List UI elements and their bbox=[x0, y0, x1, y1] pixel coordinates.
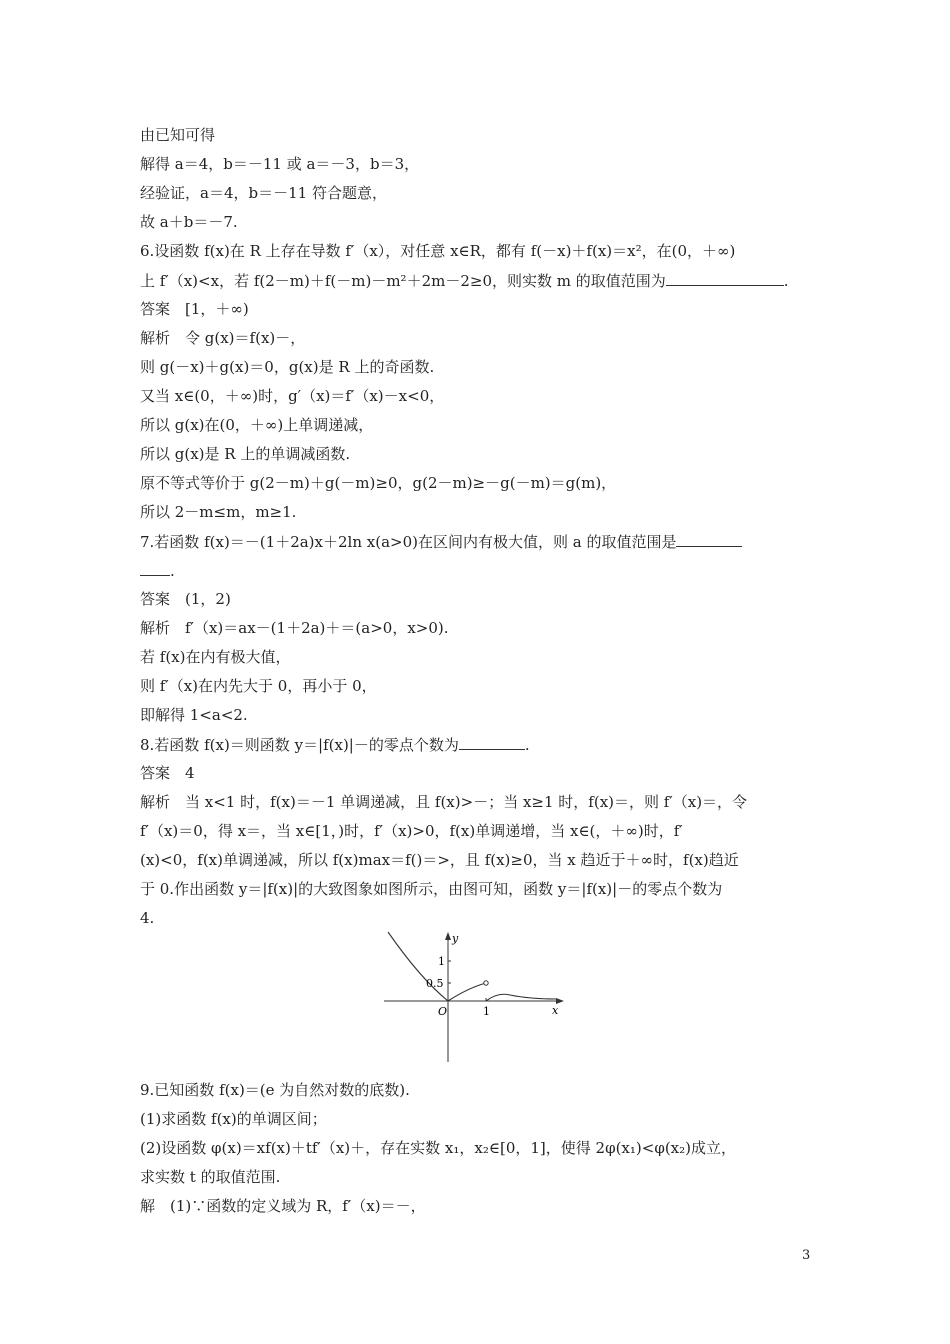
question-9-line: 9.已知函数 f(x)＝(e 为自然对数的底数). bbox=[140, 1081, 410, 1099]
question-7-line-1: 7.若函数 f(x)＝－(1＋2a)x＋2ln x(a>0)在区间内有极大值，则 a 的取值范围是 bbox=[140, 531, 820, 551]
curve-right-branch bbox=[486, 994, 556, 1001]
text-line: 则 f′（x)在内先大于 0，再小于 0， bbox=[140, 677, 377, 695]
text-line: (x)<0，f(x)单调递减，所以 f(x)max＝f()＝>，且 f(x)≥0，当 x 趋近于＋∞时，f(x)趋近 bbox=[140, 851, 739, 869]
text-line: 原不等式等价于 g(2－m)＋g(－m)≥0，g(2－m)≥－g(－m)＝g(m)， bbox=[140, 474, 617, 492]
text-line: f′（x)＝0，得 x＝，当 x∈[1，)时，f′（x)>0，f(x)单调递增，当 x∈(，＋∞)时，f′ bbox=[140, 822, 683, 840]
text-line: 所以 2－m≤m，m≥1. bbox=[140, 503, 297, 521]
curve-middle-branch bbox=[448, 983, 486, 1001]
open-point bbox=[484, 981, 488, 985]
text-line: 又当 x∈(0，＋∞)时，g′（x)＝f′（x)－x<0， bbox=[140, 387, 445, 405]
text-line: 若 f(x)在内有极大值， bbox=[140, 648, 291, 666]
x-axis-label: x bbox=[552, 1004, 559, 1017]
text-line: (2)设函数 φ(x)＝xf(x)＋tf′（x)＋，存在实数 x₁，x₂∈[0，1]，使得 2φ(x₁)<φ(x₂)成立， bbox=[140, 1139, 737, 1157]
text-line: 所以 g(x)是 R 上的单调减函数. bbox=[140, 445, 351, 463]
x-tick-1-label: 1 bbox=[483, 1005, 490, 1018]
analysis-line: 解析 当 x<1 时，f(x)＝－1 单调递减，且 f(x)>－；当 x≥1 时，f(x)＝，则 f′（x)＝，令 bbox=[140, 793, 748, 811]
answer-blank bbox=[459, 734, 525, 750]
text-line: 经验证，a＝4，b＝－11 符合题意， bbox=[140, 184, 387, 202]
text-line: 故 a＋b＝－7. bbox=[140, 213, 238, 231]
answer-line: 答案 4 bbox=[140, 764, 195, 782]
text-line: 于 0.作出函数 y＝|f(x)|的大致图象如图所示，由图可知，函数 y＝|f(x)|－的零点个数为 bbox=[140, 880, 723, 898]
text-line: 解得 a＝4，b＝－11 或 a＝－3，b＝3， bbox=[140, 155, 420, 173]
text-line: 4. bbox=[140, 909, 155, 927]
text-line: 即解得 1<a<2. bbox=[140, 706, 248, 724]
text-line: 求实数 t 的取值范围. bbox=[140, 1168, 281, 1186]
answer-line: 答案 (1，2) bbox=[140, 590, 231, 608]
y-tick-half-label: 0.5 bbox=[426, 977, 444, 990]
answer-blank bbox=[140, 560, 170, 576]
text-line: 所以 g(x)在(0，＋∞)上单调递减， bbox=[140, 416, 374, 434]
answer-blank bbox=[676, 531, 742, 547]
solution-line: 解 (1)∵函数的定义域为 R，f′（x)＝－， bbox=[140, 1197, 426, 1215]
text-line: 则 g(－x)＋g(x)＝0，g(x)是 R 上的奇函数. bbox=[140, 358, 435, 376]
question-7-line-2: . bbox=[140, 560, 820, 580]
answer-line: 答案 [1，＋∞) bbox=[140, 300, 249, 318]
y-axis-label: y bbox=[452, 932, 459, 945]
question-6-line-1: 6.设函数 f(x)在 R 上存在导数 f′（x），对任意 x∈R，都有 f(－x)＋f(x)＝x²，在(0，＋∞) bbox=[140, 242, 736, 260]
origin-label: O bbox=[438, 1005, 448, 1018]
analysis-line: 解析 令 g(x)＝f(x)－， bbox=[140, 329, 306, 347]
y-axis-arrow bbox=[445, 932, 451, 940]
page-number: 3 bbox=[802, 1248, 811, 1263]
answer-blank bbox=[666, 270, 784, 286]
function-graph bbox=[380, 928, 570, 1064]
text-line: (1)求函数 f(x)的单调区间； bbox=[140, 1110, 327, 1128]
question-8-line: 8.若函数 f(x)＝则函数 y＝|f(x)|－的零点个数为 . bbox=[140, 736, 530, 754]
question-6-line-2: 上 f′（x)<x，若 f(2－m)＋f(－m)－m²＋2m－2≥0，则实数 m 的取值范围为 . bbox=[140, 272, 789, 290]
analysis-line: 解析 f′（x)＝ax－(1＋2a)＋＝(a>0，x>0). bbox=[140, 619, 449, 637]
y-tick-1-label: 1 bbox=[438, 955, 445, 968]
text-line: 由已知可得 bbox=[140, 126, 216, 144]
